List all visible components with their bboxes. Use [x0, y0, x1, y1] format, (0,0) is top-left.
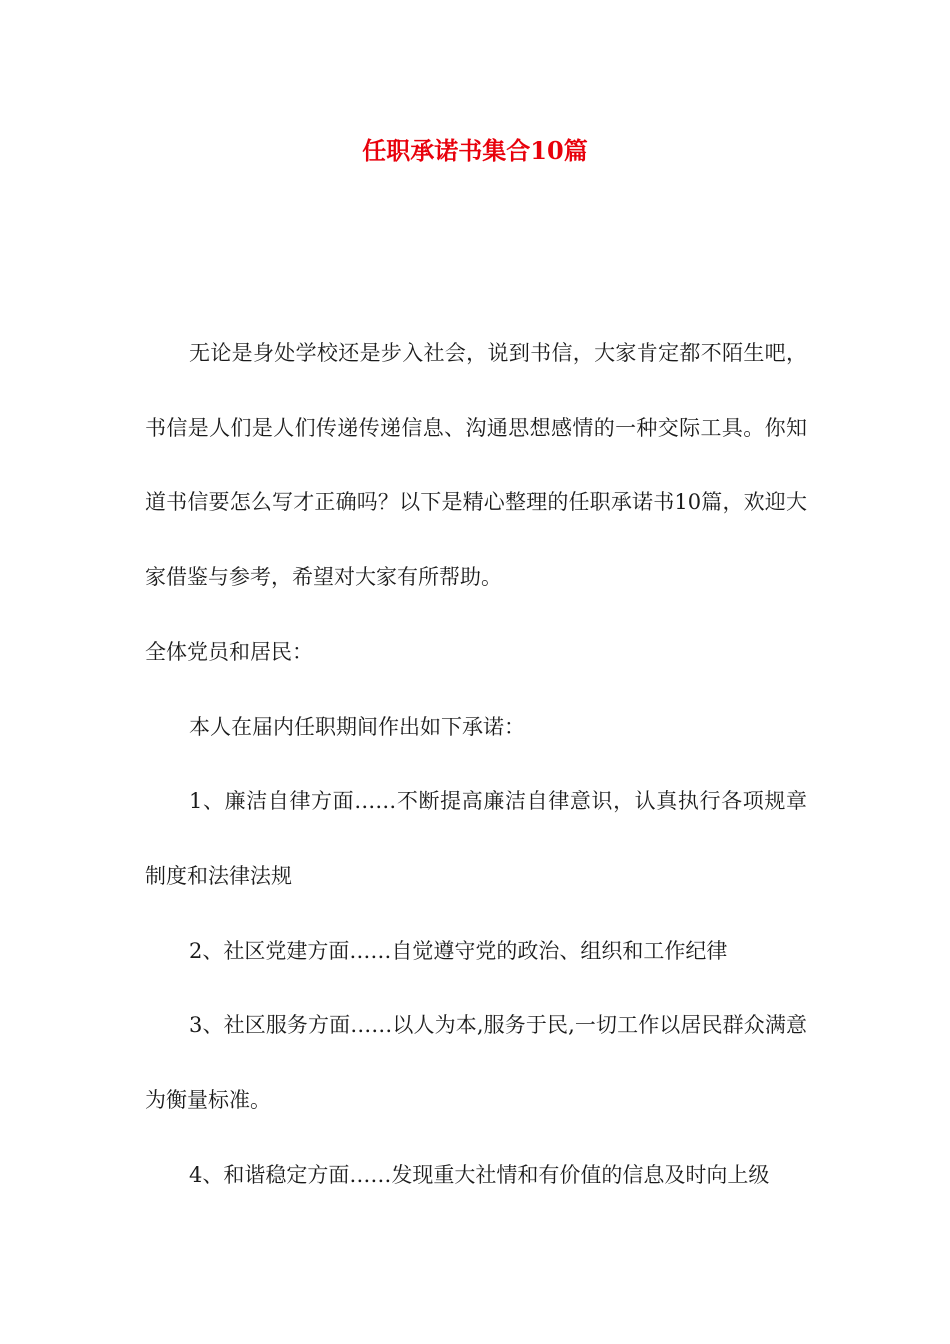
commitment-item-3: 3、社区服务方面……以人为本,服务于民,一切工作以居民群众满意为衡量标准。: [145, 1013, 807, 1113]
commitment-item-2: 2、社区党建方面……自觉遵守党的政治、组织和工作纪律: [189, 938, 728, 963]
document-body: [145, 316, 807, 1212]
opening-paragraph: 本人在届内任职期间作出如下承诺：: [189, 714, 525, 739]
intro-paragraph: 无论是身处学校还是步入社会，说到书信，大家肯定都不陌生吧，书信是人们是人们传递传递信息、沟通思想感情的一种交际工具。你知道书信要怎么写才正确吗？以下是精心整理的任职承诺书10篇，欢迎大家借鉴与参考，希望对大家有所帮助。: [145, 341, 807, 590]
document-title: 任职承诺书集合10篇: [362, 136, 588, 165]
commitment-item-1: 1、廉洁自律方面……不断提高廉洁自律意识，认真执行各项规章制度和法律法规: [145, 789, 807, 888]
commitment-item-4: 4、和谐稳定方面……发现重大社情和有价值的信息及时向上级: [189, 1162, 770, 1187]
salutation-paragraph: 全体党员和居民：: [145, 639, 313, 664]
